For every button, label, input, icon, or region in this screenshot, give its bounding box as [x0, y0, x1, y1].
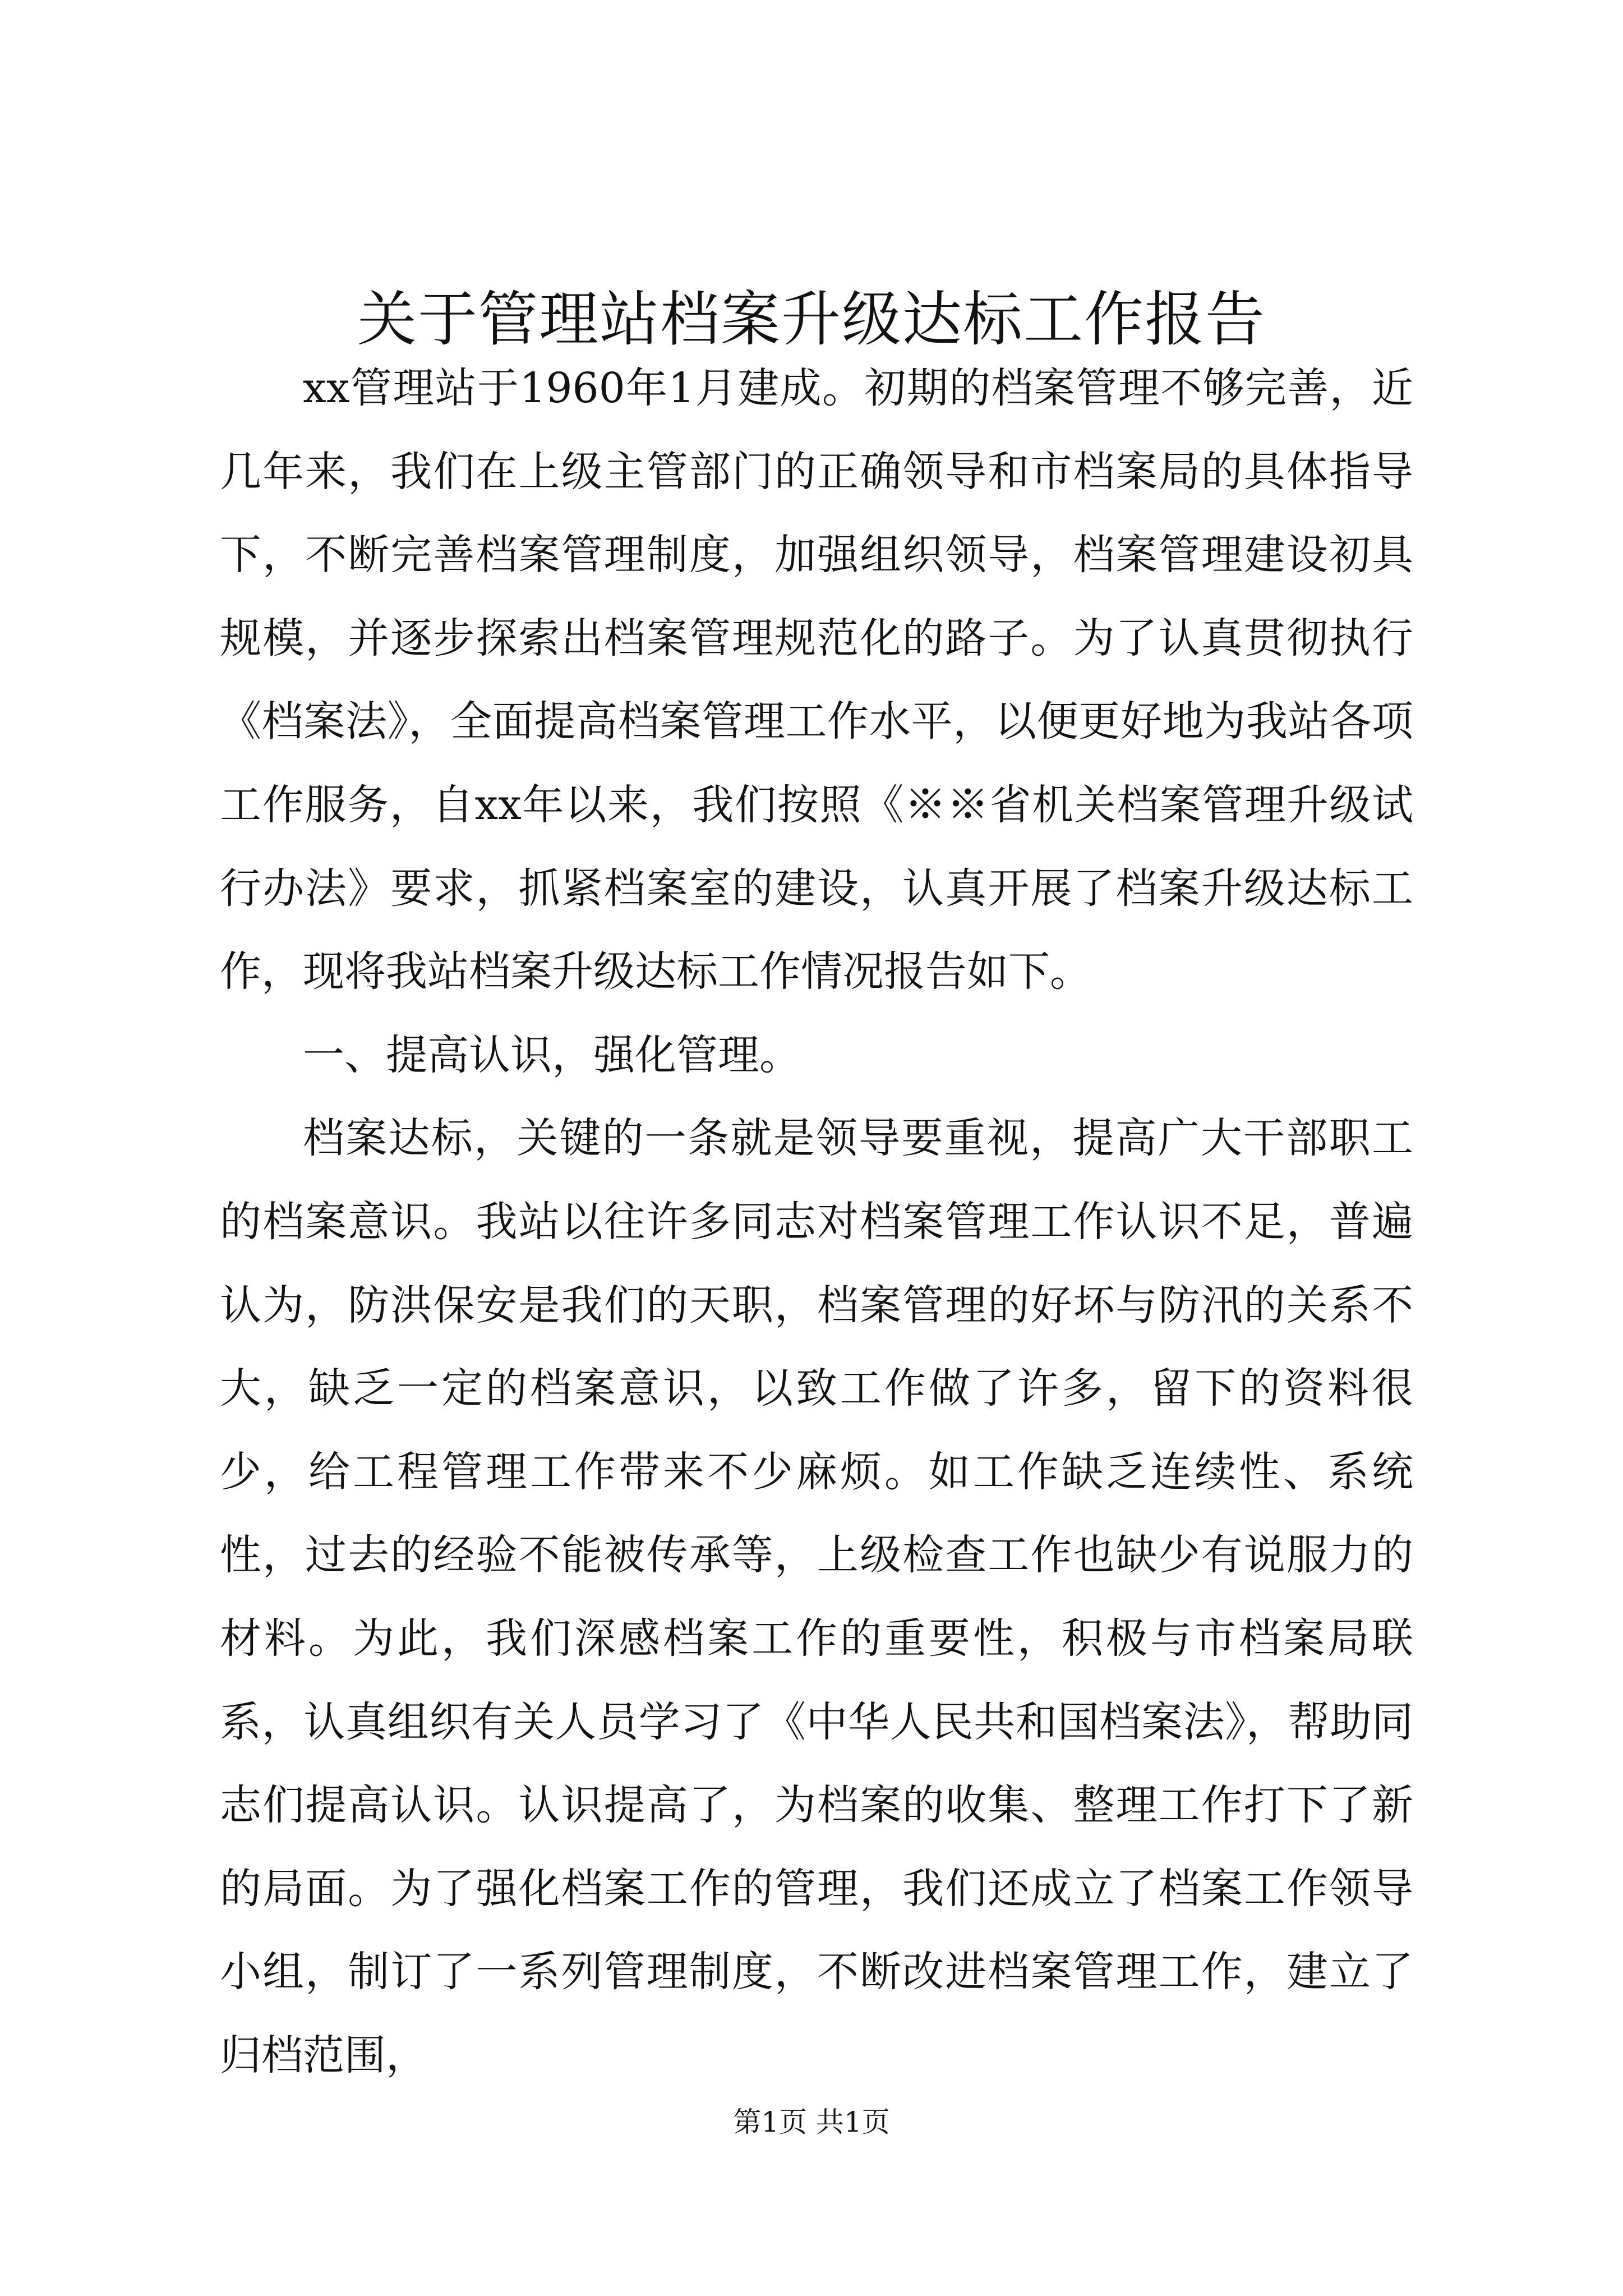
document-title: 关于管理站档案升级达标工作报告	[357, 285, 1266, 354]
document-body	[220, 347, 1413, 2097]
paragraph-intro: xx管理站于1960年1月建成。初期的档案管理不够完善，近几年来，我们在上级主管部门的正确领导和市档案局的具体指导下，不断完善档案管理制度，加强组织领导，档案管理建设初具规模，并逐步探索出档案管理规范化的路子。为了认真贯彻执行《档案法》，全面提高档案管理工作水平，以便更好地为我站各项工作服务，自xx年以来，我们按照《※※省机关档案管理升级试行办法》要求，抓紧档案室的建设，认真开展了档案升级达标工作，现将我站档案升级达标工作情况报告如下。	[220, 364, 1413, 996]
section-heading-1: 一、提高认识，强化管理。	[303, 1030, 801, 1079]
page-footer: 第1页 共1页	[733, 2106, 890, 2138]
paragraph-section-1: 档案达标，关键的一条就是领导要重视，提高广大干部职工的档案意识。我站以往许多同志对档案管理工作认识不足，普遍认为，防洪保安是我们的天职，档案管理的好坏与防汛的关系不大，缺乏一定的档案意识，以致工作做了许多，留下的资料很少，给工程管理工作带来不少麻烦。如工作缺乏连续性、系统性，过去的经验不能被传承等，上级检查工作也缺少有说服力的材料。为此，我们深感档案工作的重要性，积极与市档案局联系，认真组织有关人员学习了《中华人民共和国档案法》，帮助同志们提高认识。认识提高了，为档案的收集、整理工作打下了新的局面。为了强化档案工作的管理，我们还成立了档案工作领导小组，制订了一系列管理制度，不断改进档案管理工作，建立了归档范围，	[220, 1114, 1413, 2079]
